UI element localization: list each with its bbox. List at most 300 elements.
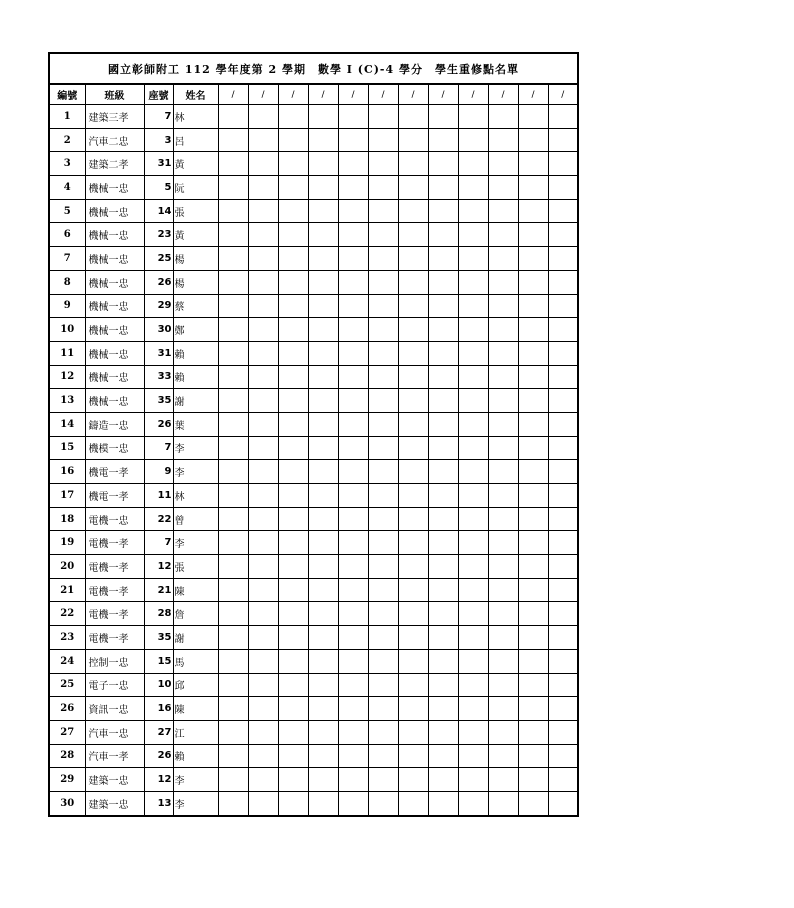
attendance-cell[interactable] <box>278 697 308 721</box>
attendance-cell[interactable] <box>548 744 578 768</box>
attendance-cell[interactable] <box>338 744 368 768</box>
attendance-cell[interactable] <box>248 555 278 579</box>
attendance-cell[interactable] <box>518 389 548 413</box>
attendance-cell[interactable] <box>308 436 338 460</box>
attendance-cell[interactable] <box>338 294 368 318</box>
attendance-cell[interactable] <box>308 128 338 152</box>
attendance-cell[interactable] <box>548 247 578 271</box>
attendance-cell[interactable] <box>458 105 488 129</box>
attendance-cell[interactable] <box>428 436 458 460</box>
attendance-cell[interactable] <box>218 555 248 579</box>
attendance-cell[interactable] <box>548 791 578 815</box>
attendance-cell[interactable] <box>368 318 398 342</box>
attendance-cell[interactable] <box>308 176 338 200</box>
attendance-cell[interactable] <box>248 649 278 673</box>
attendance-cell[interactable] <box>398 507 428 531</box>
attendance-cell[interactable] <box>338 365 368 389</box>
attendance-cell[interactable] <box>248 602 278 626</box>
attendance-cell[interactable] <box>518 578 548 602</box>
attendance-cell[interactable] <box>338 720 368 744</box>
attendance-cell[interactable] <box>338 673 368 697</box>
attendance-cell[interactable] <box>338 436 368 460</box>
attendance-cell[interactable] <box>458 128 488 152</box>
attendance-cell[interactable] <box>218 436 248 460</box>
attendance-cell[interactable] <box>368 176 398 200</box>
attendance-cell[interactable] <box>368 768 398 792</box>
attendance-cell[interactable] <box>278 484 308 508</box>
attendance-cell[interactable] <box>428 484 458 508</box>
attendance-cell[interactable] <box>548 626 578 650</box>
attendance-cell[interactable] <box>368 223 398 247</box>
attendance-cell[interactable] <box>218 365 248 389</box>
attendance-cell[interactable] <box>248 318 278 342</box>
attendance-cell[interactable] <box>518 412 548 436</box>
attendance-cell[interactable] <box>428 697 458 721</box>
attendance-cell[interactable] <box>278 318 308 342</box>
attendance-cell[interactable] <box>398 318 428 342</box>
attendance-cell[interactable] <box>548 531 578 555</box>
attendance-cell[interactable] <box>338 484 368 508</box>
attendance-cell[interactable] <box>428 389 458 413</box>
attendance-cell[interactable] <box>248 365 278 389</box>
attendance-cell[interactable] <box>278 507 308 531</box>
attendance-cell[interactable] <box>338 555 368 579</box>
attendance-cell[interactable] <box>368 389 398 413</box>
attendance-cell[interactable] <box>428 294 458 318</box>
attendance-cell[interactable] <box>368 128 398 152</box>
attendance-cell[interactable] <box>458 602 488 626</box>
attendance-cell[interactable] <box>218 673 248 697</box>
attendance-cell[interactable] <box>218 507 248 531</box>
attendance-cell[interactable] <box>398 128 428 152</box>
attendance-cell[interactable] <box>308 791 338 815</box>
attendance-cell[interactable] <box>308 602 338 626</box>
attendance-cell[interactable] <box>488 199 518 223</box>
attendance-cell[interactable] <box>368 720 398 744</box>
attendance-cell[interactable] <box>518 602 548 626</box>
attendance-cell[interactable] <box>428 720 458 744</box>
attendance-cell[interactable] <box>248 507 278 531</box>
attendance-cell[interactable] <box>308 484 338 508</box>
attendance-cell[interactable] <box>278 176 308 200</box>
attendance-cell[interactable] <box>248 199 278 223</box>
attendance-cell[interactable] <box>548 152 578 176</box>
attendance-cell[interactable] <box>518 791 548 815</box>
attendance-cell[interactable] <box>548 270 578 294</box>
attendance-cell[interactable] <box>338 318 368 342</box>
attendance-cell[interactable] <box>278 555 308 579</box>
attendance-cell[interactable] <box>248 105 278 129</box>
attendance-cell[interactable] <box>518 247 548 271</box>
attendance-cell[interactable] <box>488 247 518 271</box>
attendance-cell[interactable] <box>428 223 458 247</box>
attendance-cell[interactable] <box>308 531 338 555</box>
attendance-cell[interactable] <box>518 223 548 247</box>
attendance-cell[interactable] <box>368 484 398 508</box>
attendance-cell[interactable] <box>218 484 248 508</box>
attendance-cell[interactable] <box>368 649 398 673</box>
attendance-cell[interactable] <box>278 436 308 460</box>
attendance-cell[interactable] <box>398 152 428 176</box>
attendance-cell[interactable] <box>458 294 488 318</box>
attendance-cell[interactable] <box>428 507 458 531</box>
attendance-cell[interactable] <box>428 341 458 365</box>
attendance-cell[interactable] <box>548 555 578 579</box>
attendance-cell[interactable] <box>458 247 488 271</box>
attendance-cell[interactable] <box>248 626 278 650</box>
attendance-cell[interactable] <box>218 247 248 271</box>
attendance-cell[interactable] <box>398 531 428 555</box>
attendance-cell[interactable] <box>248 578 278 602</box>
attendance-cell[interactable] <box>518 176 548 200</box>
attendance-cell[interactable] <box>308 318 338 342</box>
attendance-cell[interactable] <box>368 673 398 697</box>
attendance-cell[interactable] <box>368 626 398 650</box>
attendance-cell[interactable] <box>518 507 548 531</box>
attendance-cell[interactable] <box>308 152 338 176</box>
attendance-cell[interactable] <box>488 744 518 768</box>
attendance-cell[interactable] <box>308 460 338 484</box>
attendance-cell[interactable] <box>458 460 488 484</box>
attendance-cell[interactable] <box>248 673 278 697</box>
attendance-cell[interactable] <box>398 626 428 650</box>
attendance-cell[interactable] <box>218 128 248 152</box>
attendance-cell[interactable] <box>548 484 578 508</box>
attendance-cell[interactable] <box>488 460 518 484</box>
attendance-cell[interactable] <box>338 270 368 294</box>
attendance-cell[interactable] <box>398 294 428 318</box>
attendance-cell[interactable] <box>458 318 488 342</box>
attendance-cell[interactable] <box>518 460 548 484</box>
attendance-cell[interactable] <box>458 176 488 200</box>
attendance-cell[interactable] <box>368 105 398 129</box>
attendance-cell[interactable] <box>458 673 488 697</box>
attendance-cell[interactable] <box>488 223 518 247</box>
attendance-cell[interactable] <box>458 436 488 460</box>
attendance-cell[interactable] <box>428 105 458 129</box>
attendance-cell[interactable] <box>338 152 368 176</box>
attendance-cell[interactable] <box>458 365 488 389</box>
attendance-cell[interactable] <box>548 318 578 342</box>
attendance-cell[interactable] <box>428 578 458 602</box>
attendance-cell[interactable] <box>488 389 518 413</box>
attendance-cell[interactable] <box>458 223 488 247</box>
attendance-cell[interactable] <box>518 199 548 223</box>
attendance-cell[interactable] <box>248 152 278 176</box>
attendance-cell[interactable] <box>398 389 428 413</box>
attendance-cell[interactable] <box>398 365 428 389</box>
attendance-cell[interactable] <box>308 341 338 365</box>
attendance-cell[interactable] <box>338 176 368 200</box>
attendance-cell[interactable] <box>248 484 278 508</box>
attendance-cell[interactable] <box>278 768 308 792</box>
attendance-cell[interactable] <box>518 555 548 579</box>
attendance-cell[interactable] <box>548 389 578 413</box>
attendance-cell[interactable] <box>218 270 248 294</box>
attendance-cell[interactable] <box>458 507 488 531</box>
attendance-cell[interactable] <box>278 791 308 815</box>
attendance-cell[interactable] <box>428 152 458 176</box>
attendance-cell[interactable] <box>218 460 248 484</box>
attendance-cell[interactable] <box>368 697 398 721</box>
attendance-cell[interactable] <box>488 341 518 365</box>
attendance-cell[interactable] <box>308 412 338 436</box>
attendance-cell[interactable] <box>398 768 428 792</box>
attendance-cell[interactable] <box>278 602 308 626</box>
attendance-cell[interactable] <box>398 720 428 744</box>
attendance-cell[interactable] <box>218 531 248 555</box>
attendance-cell[interactable] <box>548 768 578 792</box>
attendance-cell[interactable] <box>428 199 458 223</box>
attendance-cell[interactable] <box>488 152 518 176</box>
attendance-cell[interactable] <box>428 791 458 815</box>
attendance-cell[interactable] <box>548 412 578 436</box>
attendance-cell[interactable] <box>308 555 338 579</box>
attendance-cell[interactable] <box>398 223 428 247</box>
attendance-cell[interactable] <box>308 697 338 721</box>
attendance-cell[interactable] <box>218 318 248 342</box>
attendance-cell[interactable] <box>278 223 308 247</box>
attendance-cell[interactable] <box>248 294 278 318</box>
attendance-cell[interactable] <box>548 176 578 200</box>
attendance-cell[interactable] <box>548 128 578 152</box>
attendance-cell[interactable] <box>248 768 278 792</box>
attendance-cell[interactable] <box>248 744 278 768</box>
attendance-cell[interactable] <box>278 270 308 294</box>
attendance-cell[interactable] <box>278 720 308 744</box>
attendance-cell[interactable] <box>458 649 488 673</box>
attendance-cell[interactable] <box>518 365 548 389</box>
attendance-cell[interactable] <box>338 460 368 484</box>
attendance-cell[interactable] <box>548 294 578 318</box>
attendance-cell[interactable] <box>398 247 428 271</box>
attendance-cell[interactable] <box>218 389 248 413</box>
attendance-cell[interactable] <box>308 294 338 318</box>
attendance-cell[interactable] <box>518 128 548 152</box>
attendance-cell[interactable] <box>548 602 578 626</box>
attendance-cell[interactable] <box>278 412 308 436</box>
attendance-cell[interactable] <box>248 270 278 294</box>
attendance-cell[interactable] <box>338 105 368 129</box>
attendance-cell[interactable] <box>278 105 308 129</box>
attendance-cell[interactable] <box>218 223 248 247</box>
attendance-cell[interactable] <box>518 152 548 176</box>
attendance-cell[interactable] <box>548 105 578 129</box>
attendance-cell[interactable] <box>248 791 278 815</box>
attendance-cell[interactable] <box>518 626 548 650</box>
attendance-cell[interactable] <box>458 270 488 294</box>
attendance-cell[interactable] <box>398 791 428 815</box>
attendance-cell[interactable] <box>458 389 488 413</box>
attendance-cell[interactable] <box>368 412 398 436</box>
attendance-cell[interactable] <box>278 247 308 271</box>
attendance-cell[interactable] <box>308 768 338 792</box>
attendance-cell[interactable] <box>368 341 398 365</box>
attendance-cell[interactable] <box>368 365 398 389</box>
attendance-cell[interactable] <box>518 318 548 342</box>
attendance-cell[interactable] <box>548 507 578 531</box>
attendance-cell[interactable] <box>338 649 368 673</box>
attendance-cell[interactable] <box>308 507 338 531</box>
attendance-cell[interactable] <box>518 484 548 508</box>
attendance-cell[interactable] <box>308 223 338 247</box>
attendance-cell[interactable] <box>428 365 458 389</box>
attendance-cell[interactable] <box>548 223 578 247</box>
attendance-cell[interactable] <box>488 626 518 650</box>
attendance-cell[interactable] <box>278 365 308 389</box>
attendance-cell[interactable] <box>278 673 308 697</box>
attendance-cell[interactable] <box>338 626 368 650</box>
attendance-cell[interactable] <box>308 389 338 413</box>
attendance-cell[interactable] <box>248 176 278 200</box>
attendance-cell[interactable] <box>548 341 578 365</box>
attendance-cell[interactable] <box>338 247 368 271</box>
attendance-cell[interactable] <box>488 602 518 626</box>
attendance-cell[interactable] <box>458 626 488 650</box>
attendance-cell[interactable] <box>518 294 548 318</box>
attendance-cell[interactable] <box>278 341 308 365</box>
attendance-cell[interactable] <box>488 673 518 697</box>
attendance-cell[interactable] <box>338 412 368 436</box>
attendance-cell[interactable] <box>278 294 308 318</box>
attendance-cell[interactable] <box>428 247 458 271</box>
attendance-cell[interactable] <box>278 389 308 413</box>
attendance-cell[interactable] <box>308 365 338 389</box>
attendance-cell[interactable] <box>368 602 398 626</box>
attendance-cell[interactable] <box>248 341 278 365</box>
attendance-cell[interactable] <box>398 270 428 294</box>
attendance-cell[interactable] <box>218 412 248 436</box>
attendance-cell[interactable] <box>218 791 248 815</box>
attendance-cell[interactable] <box>218 294 248 318</box>
attendance-cell[interactable] <box>488 128 518 152</box>
attendance-cell[interactable] <box>428 744 458 768</box>
attendance-cell[interactable] <box>428 531 458 555</box>
attendance-cell[interactable] <box>488 531 518 555</box>
attendance-cell[interactable] <box>338 507 368 531</box>
attendance-cell[interactable] <box>398 341 428 365</box>
attendance-cell[interactable] <box>398 484 428 508</box>
attendance-cell[interactable] <box>248 697 278 721</box>
attendance-cell[interactable] <box>248 436 278 460</box>
attendance-cell[interactable] <box>518 531 548 555</box>
attendance-cell[interactable] <box>368 531 398 555</box>
attendance-cell[interactable] <box>488 176 518 200</box>
attendance-cell[interactable] <box>368 152 398 176</box>
attendance-cell[interactable] <box>548 199 578 223</box>
attendance-cell[interactable] <box>338 199 368 223</box>
attendance-cell[interactable] <box>278 460 308 484</box>
attendance-cell[interactable] <box>218 105 248 129</box>
attendance-cell[interactable] <box>458 744 488 768</box>
attendance-cell[interactable] <box>548 673 578 697</box>
attendance-cell[interactable] <box>368 294 398 318</box>
attendance-cell[interactable] <box>548 649 578 673</box>
attendance-cell[interactable] <box>488 318 518 342</box>
attendance-cell[interactable] <box>368 578 398 602</box>
attendance-cell[interactable] <box>518 436 548 460</box>
attendance-cell[interactable] <box>518 649 548 673</box>
attendance-cell[interactable] <box>458 341 488 365</box>
attendance-cell[interactable] <box>428 768 458 792</box>
attendance-cell[interactable] <box>428 412 458 436</box>
attendance-cell[interactable] <box>428 176 458 200</box>
attendance-cell[interactable] <box>428 673 458 697</box>
attendance-cell[interactable] <box>278 199 308 223</box>
attendance-cell[interactable] <box>338 791 368 815</box>
attendance-cell[interactable] <box>488 720 518 744</box>
attendance-cell[interactable] <box>458 152 488 176</box>
attendance-cell[interactable] <box>248 412 278 436</box>
attendance-cell[interactable] <box>308 105 338 129</box>
attendance-cell[interactable] <box>398 744 428 768</box>
attendance-cell[interactable] <box>218 649 248 673</box>
attendance-cell[interactable] <box>278 649 308 673</box>
attendance-cell[interactable] <box>218 199 248 223</box>
attendance-cell[interactable] <box>278 152 308 176</box>
attendance-cell[interactable] <box>518 270 548 294</box>
attendance-cell[interactable] <box>218 152 248 176</box>
attendance-cell[interactable] <box>368 791 398 815</box>
attendance-cell[interactable] <box>278 626 308 650</box>
attendance-cell[interactable] <box>488 365 518 389</box>
attendance-cell[interactable] <box>488 697 518 721</box>
attendance-cell[interactable] <box>308 270 338 294</box>
attendance-cell[interactable] <box>488 791 518 815</box>
attendance-cell[interactable] <box>308 720 338 744</box>
attendance-cell[interactable] <box>338 223 368 247</box>
attendance-cell[interactable] <box>548 460 578 484</box>
attendance-cell[interactable] <box>368 507 398 531</box>
attendance-cell[interactable] <box>458 531 488 555</box>
attendance-cell[interactable] <box>488 105 518 129</box>
attendance-cell[interactable] <box>248 389 278 413</box>
attendance-cell[interactable] <box>398 649 428 673</box>
attendance-cell[interactable] <box>518 341 548 365</box>
attendance-cell[interactable] <box>398 199 428 223</box>
attendance-cell[interactable] <box>368 436 398 460</box>
attendance-cell[interactable] <box>248 720 278 744</box>
attendance-cell[interactable] <box>338 389 368 413</box>
attendance-cell[interactable] <box>548 365 578 389</box>
attendance-cell[interactable] <box>488 649 518 673</box>
attendance-cell[interactable] <box>218 768 248 792</box>
attendance-cell[interactable] <box>308 744 338 768</box>
attendance-cell[interactable] <box>308 247 338 271</box>
attendance-cell[interactable] <box>218 744 248 768</box>
attendance-cell[interactable] <box>488 484 518 508</box>
attendance-cell[interactable] <box>368 247 398 271</box>
attendance-cell[interactable] <box>338 128 368 152</box>
attendance-cell[interactable] <box>458 791 488 815</box>
attendance-cell[interactable] <box>308 199 338 223</box>
attendance-cell[interactable] <box>458 484 488 508</box>
attendance-cell[interactable] <box>308 673 338 697</box>
attendance-cell[interactable] <box>278 578 308 602</box>
attendance-cell[interactable] <box>398 673 428 697</box>
attendance-cell[interactable] <box>458 720 488 744</box>
attendance-cell[interactable] <box>428 270 458 294</box>
attendance-cell[interactable] <box>218 602 248 626</box>
attendance-cell[interactable] <box>548 720 578 744</box>
attendance-cell[interactable] <box>398 412 428 436</box>
attendance-cell[interactable] <box>488 578 518 602</box>
attendance-cell[interactable] <box>248 247 278 271</box>
attendance-cell[interactable] <box>518 673 548 697</box>
attendance-cell[interactable] <box>368 270 398 294</box>
attendance-cell[interactable] <box>518 720 548 744</box>
attendance-cell[interactable] <box>518 105 548 129</box>
